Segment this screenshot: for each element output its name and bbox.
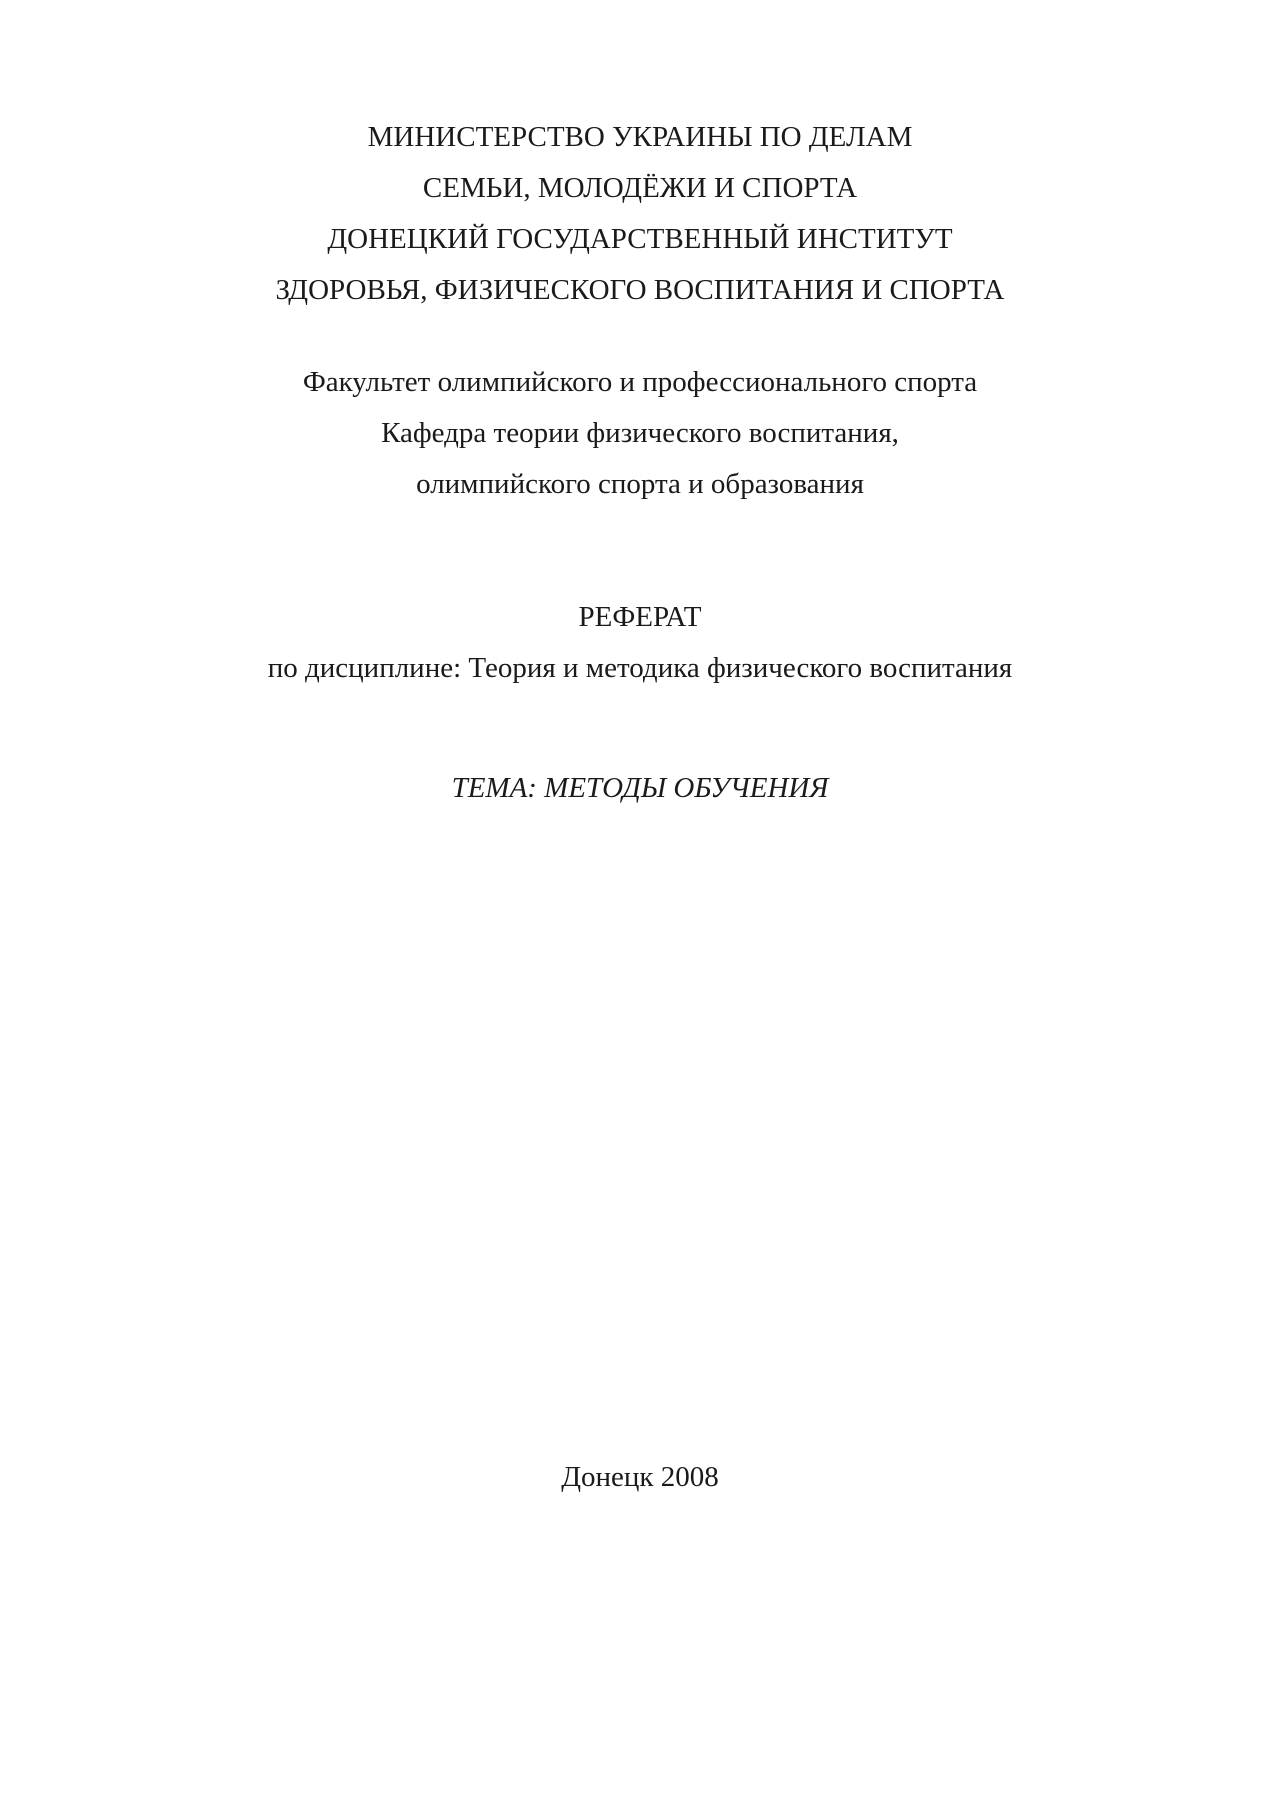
chair-name-line-2: олимпийского спорта и образования xyxy=(416,468,864,500)
ministry-line-1: МИНИСТЕРСТВО УКРАИНЫ ПО ДЕЛАМ xyxy=(367,121,913,153)
chair-name-line-1: Кафедра теории физического воспитания, xyxy=(381,417,899,449)
department-block xyxy=(0,357,1280,510)
discipline-line: по дисциплине: Теория и методика физического воспитания xyxy=(267,652,1013,684)
topic-title: ТЕМА: МЕТОДЫ ОБУЧЕНИЯ xyxy=(451,772,829,804)
institution-header xyxy=(0,112,1280,316)
ministry-line-2: СЕМЬИ, МОЛОДЁЖИ И СПОРТА xyxy=(422,172,858,204)
institute-line-1: ДОНЕЦКИЙ ГОСУДАРСТВЕННЫЙ ИНСТИТУТ xyxy=(327,223,953,255)
footer-block xyxy=(0,1452,1280,1503)
institute-line-2: ЗДОРОВЬЯ, ФИЗИЧЕСКОГО ВОСПИТАНИЯ И СПОРТА xyxy=(275,274,1005,306)
faculty-name: Факультет олимпийского и профессионального спорта xyxy=(302,366,978,398)
work-block xyxy=(0,592,1280,694)
work-type: РЕФЕРАТ xyxy=(578,601,702,633)
place-year: Донецк 2008 xyxy=(561,1461,719,1493)
topic-block xyxy=(0,763,1280,814)
